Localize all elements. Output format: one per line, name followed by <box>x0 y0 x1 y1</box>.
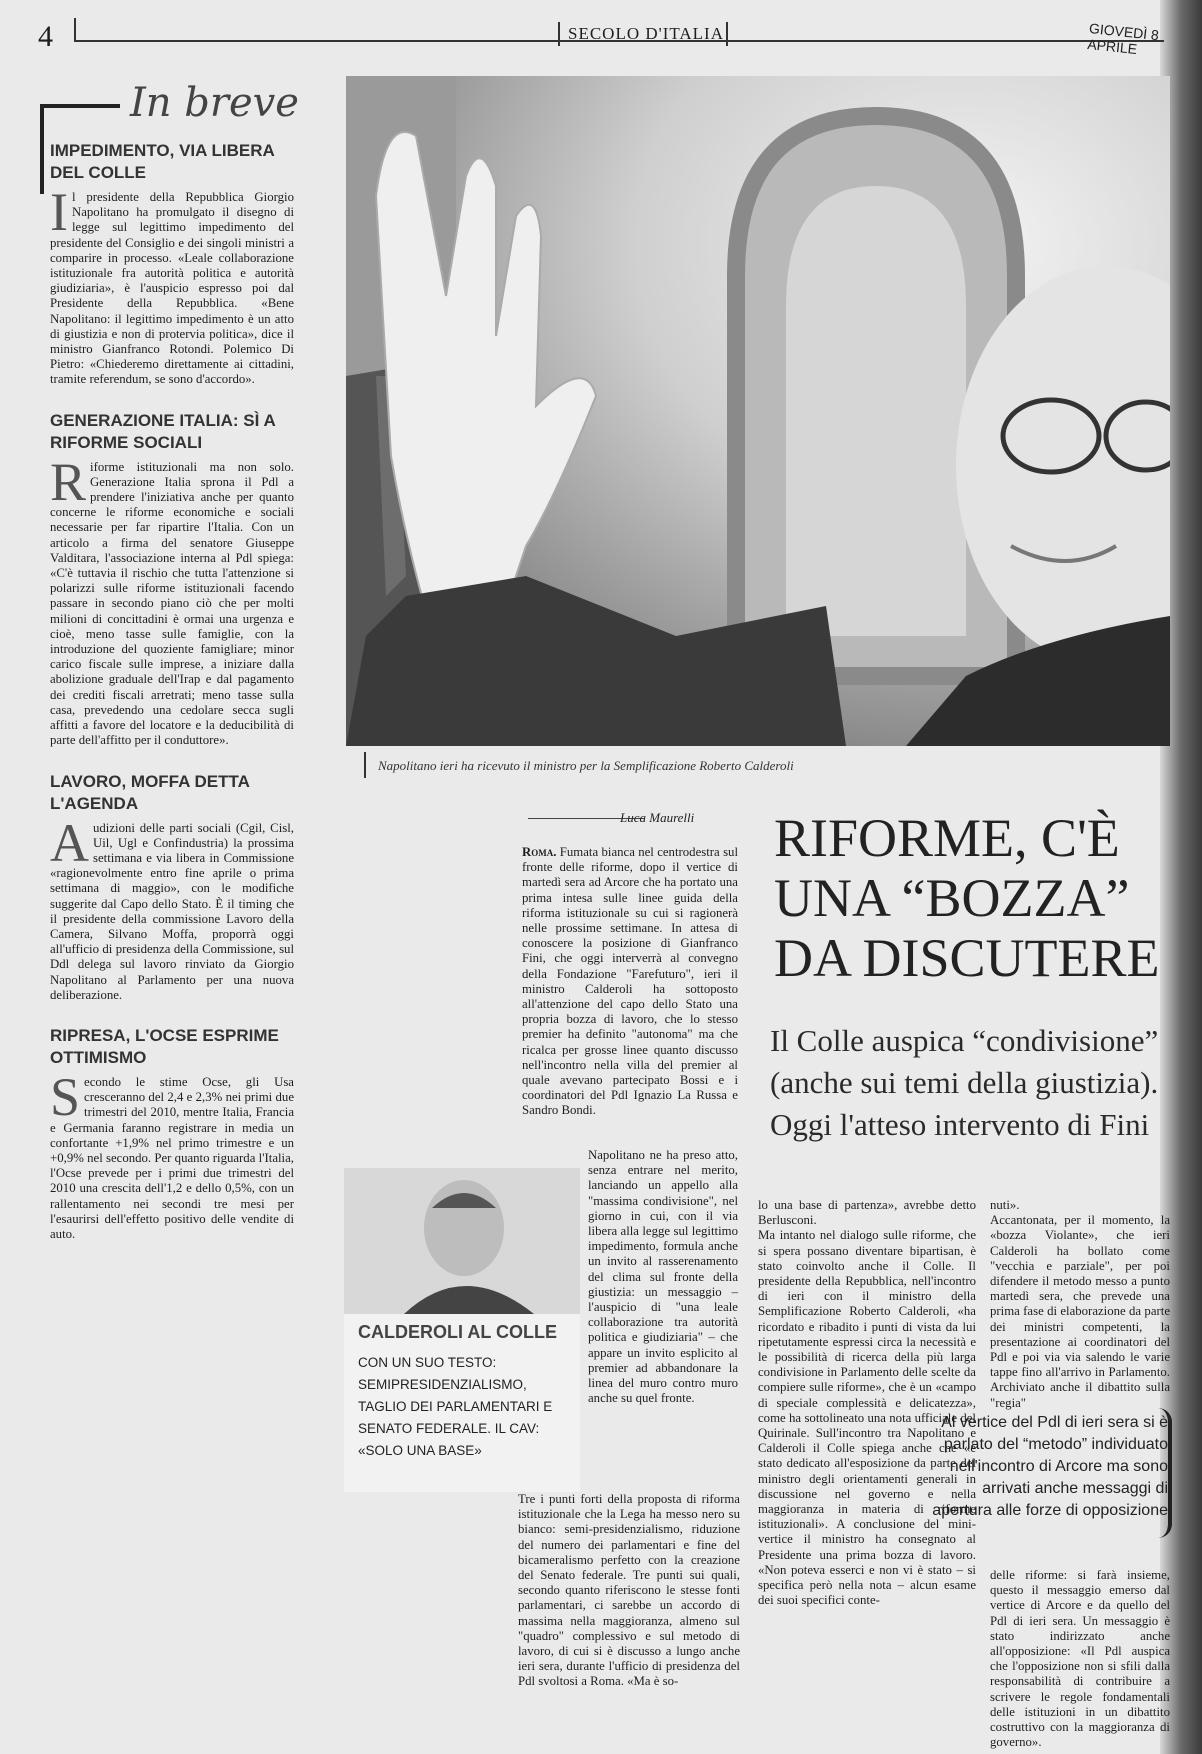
brief-column <box>50 140 294 1264</box>
brief-item <box>50 1025 294 1242</box>
article-text: lo una base di partenza», avrebbe detto Berlusconi. Ma intanto nel dialogo sulle riforme, che si spera possano diventare bipartisan, è stato coinvolto anche il Colle. Il presidente della Repubblica, nell'incontro di ieri con il ministro della Semplificazione Roberto Calderoli, «ha ricordato e ribadito i punti di vista da lui ripetutamente espressi circa la necessità e le possibilità di ricerca della più larga condivisione in Parlamento delle scelte da compiere sulle riforme», che è un «campo di speciale complessità e delicatezza», come ha sottolineato una nota ufficiale del Quirinale. Sull'incontro tra Napolitano e Calderoli il Colle spiega anche che «è stato dedicato all'esposizione da parte del ministro degli orientamenti generali in discussione nel governo e nella maggioranza in materia di riforme istituzionali». A conclusione del mini-vertice il ministro ha consegnato al Presidente una prima bozza di lavoro. «Non poteva esserci e non vi è stato – si specifica però nella nota – alcun esame dei suoi specifici conte- <box>758 1198 976 1608</box>
pull-quote: Al vertice del Pdl di ieri sera si è parlato del “metodo” individuato nell'incontro di Arcore ma sono arrivati anche messaggi di apertura alle forze di opposizione <box>932 1414 1168 1519</box>
article-text: Fumata bianca nel centrodestra sul fronte delle riforme, dopo il vertice di martedì sera ad Arcore che ha portato una prima intesa sulle linee guida della riforma istituzionale su cui si ragionerà nelle prossime settimane. In attesa di conoscere la posizione di Gianfranco Fini, che oggi interverrà al convegno della Fondazione "Farefuturo", ieri il ministro Calderoli ha sottoposto all'attenzione del capo dello Stato una propria bozza di lavoro, che lo stesso premier ha definito "autonoma" ma che ricalca per grosse linee quanto discusso nell'incontro nella villa del premier al quale avevano partecipato Bossi e i coordinatori del Pdl Ignazio La Russa e Sandro Bondi. <box>522 845 739 1118</box>
brief-text: Audizioni delle parti sociali (Cgil, Cisl, Uil, Ugl e Confindustria) la prossima settimana e via libera in Commissione «ragionevolmente entro fine aprile o prima settimana di maggio», con le modifiche suggerite dal Capo dello Stato. È il timing che il presidente della commissione Lavoro della Camera, Silvano Moffa, proporrà oggi all'ufficio di presidenza della Commissione, sul Ddl delega sul lavoro rinviato da Giorgio Napolitano al Parlamento per una nuova deliberazione. <box>50 812 294 1002</box>
inset-illustration <box>344 1168 580 1314</box>
brief-frame <box>40 104 44 194</box>
brief-item <box>50 140 294 388</box>
main-photo <box>346 76 1170 746</box>
subheadline: Il Colle auspica “condivisione” (anche sui temi della giustizia). Oggi l'atteso intervento di Fini <box>770 1023 1159 1142</box>
masthead-tick <box>726 22 728 46</box>
brief-text: Riforme istituzionali ma non solo. Generazione Italia sprona il Pdl a prendere l'iniziativa anche per quanto concerne le riforme economiche e sociali necessarie per far ripartire l'Italia. Con un articolo a firma del senatore Giuseppe Valditara, l'associazione interna al Pdl spiega: «C'è tuttavia il rischio che tutta l'attenzione si polarizzi sulle riforme istituzionali facendo passare in secondo piano ciò che per molti milioni di concittadini è ormai una urgenza e cioè, meno tasse sulle famiglie, con la introduzione del quoziente famigliare; minor carico fiscale sulle imprese, a iniziare dalla abolizione graduale dell'Irap e dal pagamento dei crediti fiscali arretrati; meno tasse sulla casa, prevedendo una cedolare secca sugli affitti a favore del locatore e la deducibilità di parte dell'affitto per il conduttore». <box>50 451 294 748</box>
page-number: 4 <box>38 20 53 53</box>
headline-line: RIFORME, C'È <box>774 808 1120 868</box>
article-column <box>518 1492 740 1690</box>
article-paragraph <box>522 845 738 1119</box>
headline-line: DA DISCUTERE <box>774 928 1160 988</box>
headline-line: UNA “BOZZA” <box>774 868 1130 928</box>
article-column <box>990 1568 1170 1750</box>
article-column <box>990 1198 1170 1411</box>
brief-item <box>50 410 294 749</box>
brief-text: Il presidente della Repubblica Giorgio Napolitano ha promulgato il disegno di legge sul legittimo impedimento del presidente del Consiglio e dei singoli ministri a comparire in processo. «Leale collaborazione istituzionale fra autorità politica e autorità giudiziaria», è l'auspicio espresso poi dal Presidente della Repubblica. «Bene Napolitano: il legittimo impedimento è un atto di giustizia e non di protervia politica», dice il ministro Gianfranco Rotondi. Polemico Di Pietro: «Chiederemo direttamente ai cittadini, tramite referendum, se sono d'accordo». <box>50 182 294 387</box>
brief-item <box>50 771 294 1003</box>
article-text: Tre i punti forti della proposta di riforma istituzionale che la Lega ha messo nero su bianco: semi-presidenzialismo, riduzione del numero dei parlamentari e fine del bicameralismo perfetto con la creazione del Senato federale. Tre punti sui quali, secondo quanto riferiscono le stesse fonti parlamentari, ci sarebbe un accordo di massima nella maggioranza, almeno sul "quadro" complessivo e sul metodo di lavoro, di cui si è discusso a lungo anche ieri sera, durante l'ufficio di presidenza del Pdl svoltosi a Roma. «Ma è so- <box>518 1492 740 1689</box>
article-text: Napolitano ne ha preso atto, senza entrare nel merito, lanciando un appello alla "massima condivisione", nel giorno in cui, con il via libera alla legge sul legittimo impedimento, formula anche un invito al rasserenamento del clima sul fronte della giustizia: un messaggio – l'auspicio di "una leale collaborazione tra autorità politica e giudiziaria" – che appare un invito esplicito al premier ad abbandonare la linea del muro contro muro anche su quel fronte. <box>588 1148 738 1406</box>
photo-caption: Napolitano ieri ha ricevuto il ministro per la Semplificazione Roberto Calderoli <box>378 758 794 773</box>
dateline: Roma. <box>522 845 557 859</box>
masthead-tick <box>558 22 560 46</box>
brief-title: IMPEDIMENTO, VIA LIBERA DEL COLLE <box>50 141 275 182</box>
inset-text: CON UN SUO TESTO: SEMIPRESIDENZIALISMO, TAGLIO DEI PARLAMENTARI E SENATO FEDERALE. IL CAV: «SOLO UNA BASE» <box>358 1355 553 1458</box>
paper-name: SECOLO D'ITALIA <box>568 24 724 43</box>
brief-text: Secondo le stime Ocse, gli Usa cresceranno del 2,4 e 2,3% nei primi due trimestri del 2010, mentre Italia, Francia e Germania faranno registrare in media un confortante +1,9% nel primo trimestre e un +0,9% nel secondo. Per quanto riguarda l'Italia, l'Ocse prevede per i primi due trimestri del 2010 una crescita dell'1,2 e dello 0,5%, con un rallentamento nei secondi tre mesi per l'esaurirsi dell'effetto positivo delle vendite di auto. <box>50 1066 294 1241</box>
byline: Luca Maurelli <box>620 810 695 825</box>
brief-logo: In breve <box>130 80 299 126</box>
article-text: delle riforme: si farà insieme, questo il messaggio emerso dal vertice di Arcore e da quello del Pdl di ieri sera. Un messaggio è stato indirizzato anche all'opposizione: «Il Pdl auspica che l'opposizione non si sfili dalla responsabilità di contribuire a scrivere le regole fondamentali delle istituzioni in un dibattito costruttivo con la maggioranza di governo». <box>990 1568 1170 1750</box>
headline <box>774 808 1202 988</box>
article-column <box>588 1148 738 1406</box>
brief-frame <box>40 104 120 108</box>
article-column <box>522 845 738 1119</box>
brief-title: RIPRESA, L'OCSE ESPRIME OTTIMISMO <box>50 1025 279 1067</box>
brief-title: LAVORO, MOFFA DETTA L'AGENDA <box>50 771 250 813</box>
inset-photo <box>344 1168 580 1314</box>
issue-date: GIOVEDÌ 8 APRILE <box>1086 20 1160 58</box>
photo-illustration <box>346 76 1170 746</box>
article-column <box>758 1198 976 1608</box>
masthead-tick <box>74 18 76 42</box>
brief-title: GENERAZIONE ITALIA: SÌ A RIFORME SOCIALI <box>50 410 276 452</box>
inset-title: CALDEROLI AL COLLE <box>358 1322 557 1342</box>
article-text: nuti». Accantonata, per il momento, la «bozza Violante», che ieri Calderoli ha bollato come "vecchia e parziale", per poi difendere il metodo messo a punto martedì sera, che prevede una prima fase di elaborazione da parte dei ministri competenti, la presentazione ai coordinatori del Pdl e poi via via salendo le varie tappe fino all'arrivo in Parlamento. Archiviato anche il dibattito sulla "regia" <box>990 1198 1170 1410</box>
caption-bar <box>364 752 366 778</box>
pull-quote-bracket <box>1158 1408 1172 1538</box>
